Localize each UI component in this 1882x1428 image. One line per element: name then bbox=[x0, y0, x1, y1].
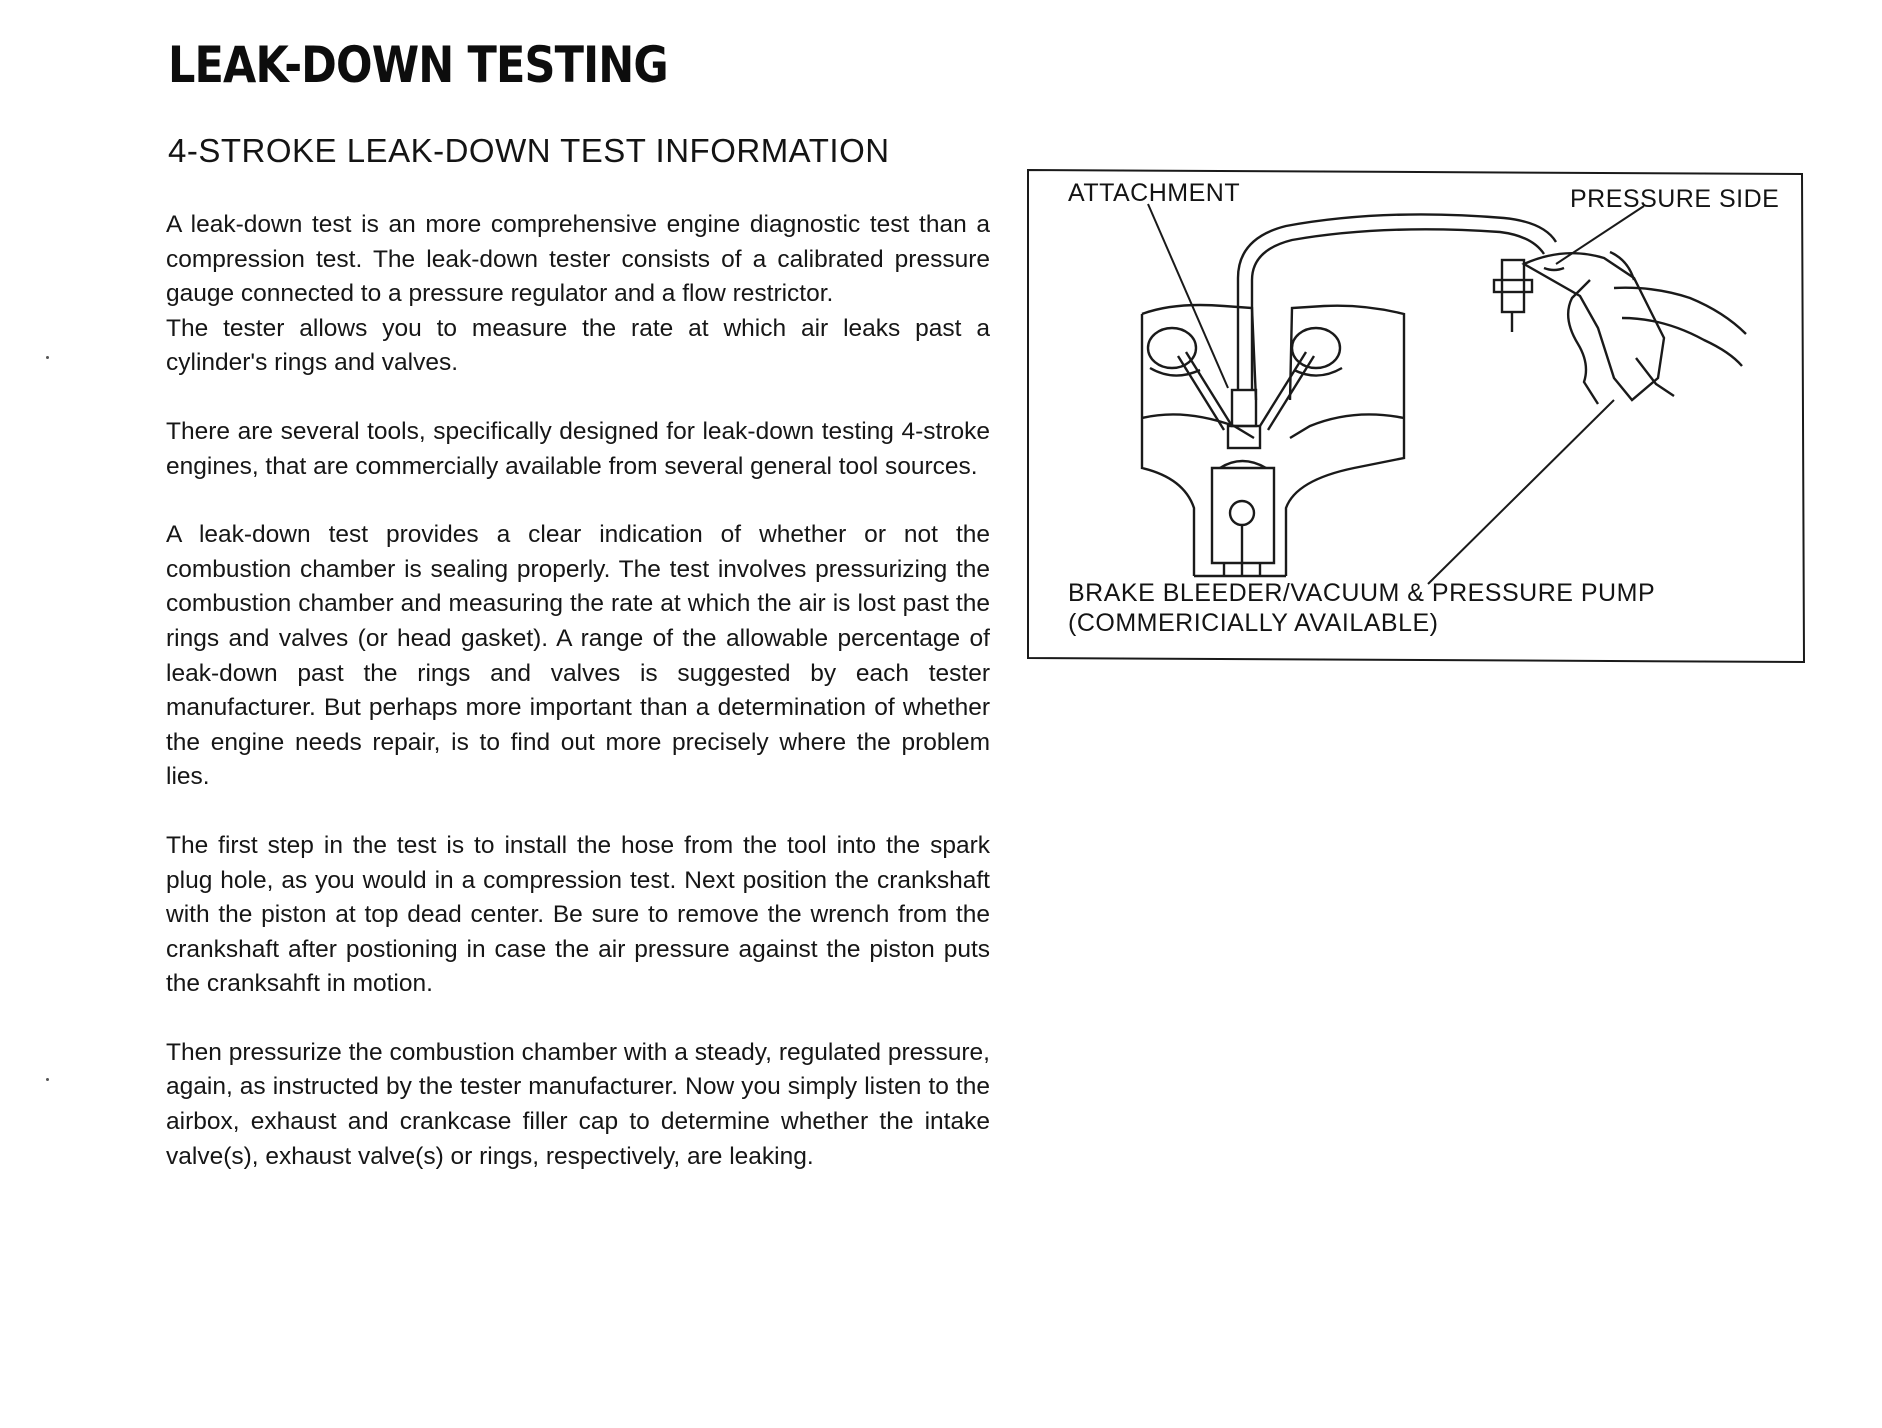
margin-mark-top bbox=[46, 356, 49, 359]
pump-leader bbox=[1428, 400, 1614, 584]
margin-mark-bottom bbox=[46, 1078, 49, 1081]
paragraph-test-purpose: A leak-down test provides a clear indication of whether or not the combustion chamber is sealing properly. The test involves pressurizing the combustion chamber and measuring the rate at which the air is lost past the rings and valves (or head gasket). A range of the allowable percentage of leak-down past the rings and valves is suggested by each tester manufacturer. But perhaps more important than a determination of whether the engine needs repair, is to find out more precisely where the problem lies. bbox=[166, 521, 990, 791]
label-pressure-side: PRESSURE SIDE bbox=[1570, 185, 1780, 213]
leak-down-diagram bbox=[1024, 168, 1824, 664]
attachment-leader bbox=[1148, 204, 1228, 388]
section-subtitle: 4-STROKE LEAK-DOWN TEST INFORMATION bbox=[168, 132, 890, 169]
engine-cylinder-illustration bbox=[1142, 305, 1404, 576]
paragraph-pressurize: Then pressurize the combustion chamber with a steady, regulated pressure, again, as instructed by the tester manufacturer. Now you simply listen to the airbox, exhaust and crankcase filler cap to determine whether the intake valve(s), exhaust valve(s) or rings, respectively, are leaking. bbox=[166, 1038, 990, 1170]
paragraph-tool-sources: There are several tools, specifically designed for leak-down testing 4-stroke engines, that are commercially available from several general tool sources. bbox=[166, 417, 990, 480]
page-title: LEAK-DOWN TESTING bbox=[168, 36, 668, 94]
paragraph-tester-measures: The tester allows you to measure the rate at which air leaks past a cylinder's rings and valves. bbox=[166, 314, 990, 377]
pressure-side-leader bbox=[1556, 206, 1644, 264]
body-text bbox=[166, 208, 990, 1174]
paragraph-tester-description: A leak-down test is an more comprehensive engine diagnostic test than a compression test. The leak-down tester consists of a calibrated pressure gauge connected to a pressure regulator and a flow restrictor. bbox=[166, 211, 990, 308]
hand-pump-illustration bbox=[1494, 252, 1746, 404]
label-pump-line2: (COMMERICIALLY AVAILABLE) bbox=[1068, 609, 1439, 637]
label-pump-line1: BRAKE BLEEDER/VACUUM & PRESSURE PUMP bbox=[1068, 579, 1656, 607]
label-attachment: ATTACHMENT bbox=[1068, 179, 1241, 207]
paragraph-first-step: The first step in the test is to install the hose from the tool into the spark plug hole, as you would in a compression test. Next position the crankshaft with the piston at top dead center. Be sure to remove the wrench from the crankshaft after postioning in case the air pressure against the piston puts the cranksahft in motion. bbox=[166, 831, 990, 998]
